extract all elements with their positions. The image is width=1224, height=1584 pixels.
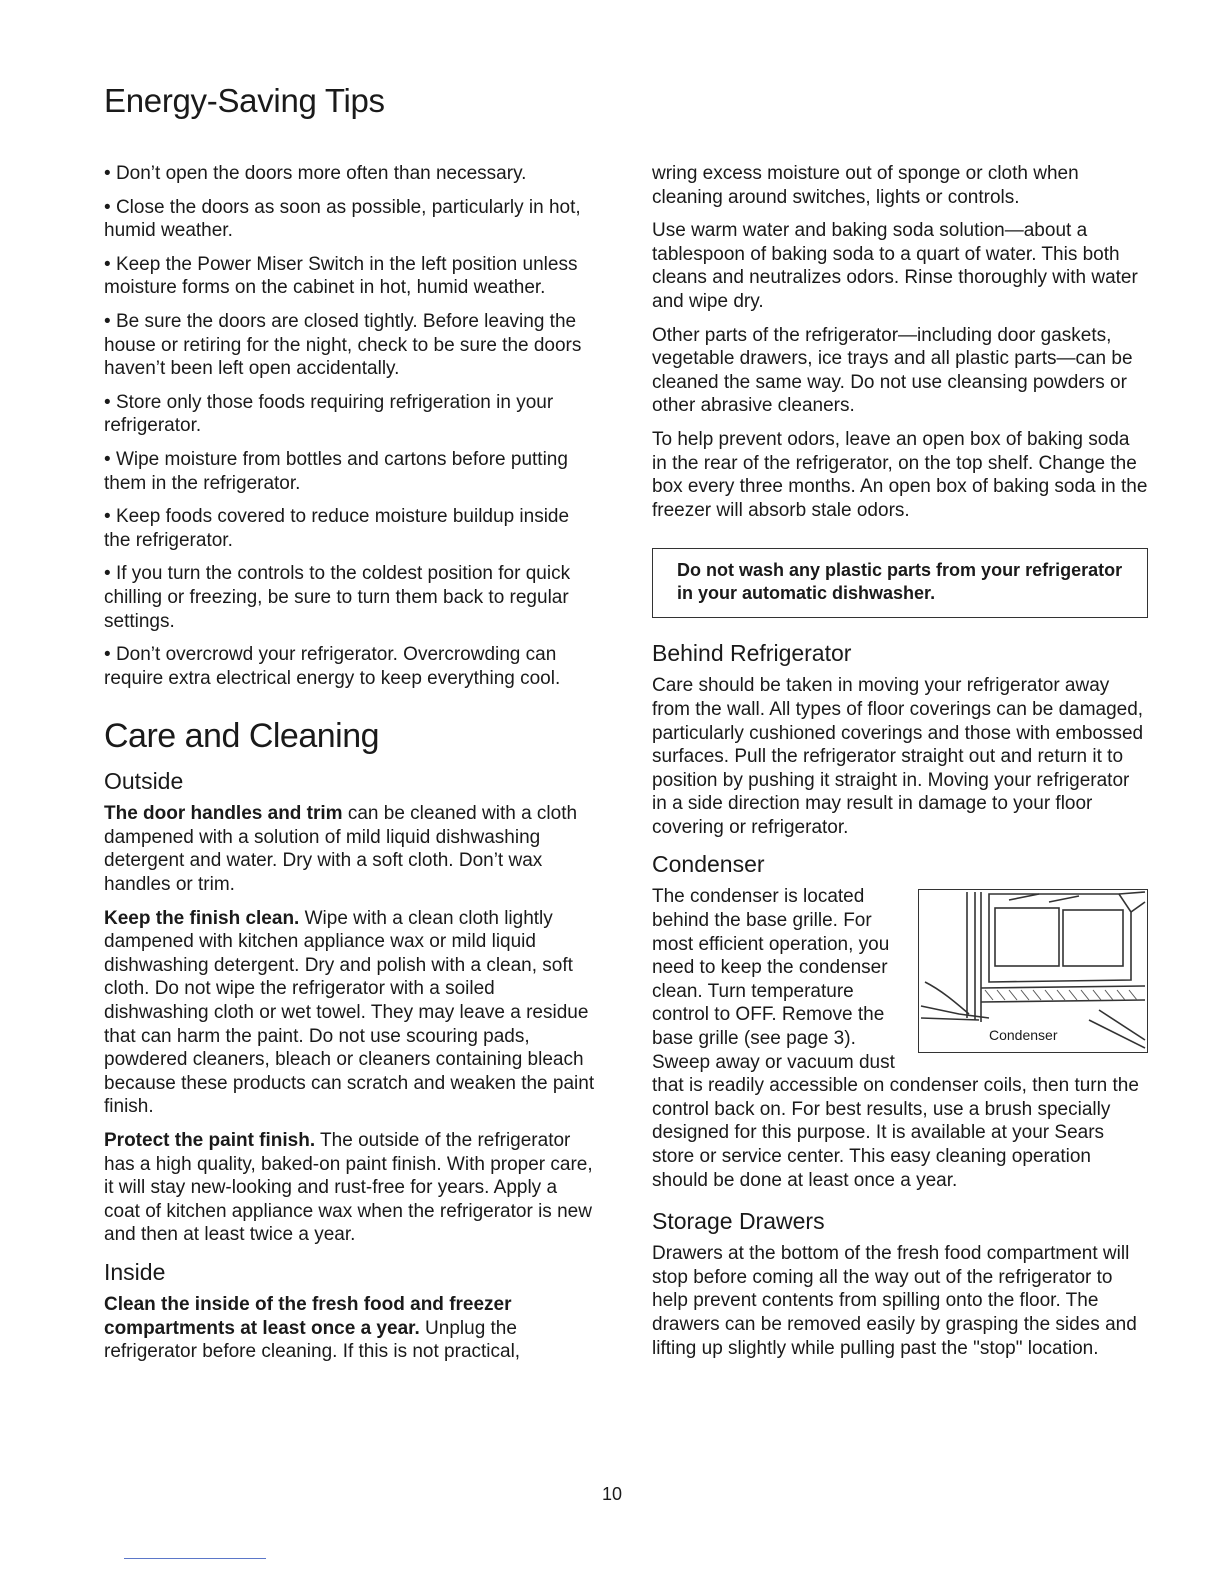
inside-paragraph: wring excess moisture out of sponge or cloth when cleaning around switches, lights or controls. — [652, 163, 1079, 208]
care-cleaning-heading: Care and Cleaning — [104, 717, 380, 756]
tip-item: • Don’t open the doors more often than necessary. — [104, 162, 596, 186]
inside-paragraph: To help prevent odors, leave an open box of baking soda in the rear of the refrigerator, on the top shelf. Change the box every three months. An open box of baking soda in the freezer will absorb stale odors. — [652, 428, 1148, 521]
body-text: can be cleaned with a cloth dampened with a solution of mild liquid dishwashing detergent and water. Dry with a soft cloth. Don’t wax handles or trim. — [104, 803, 578, 896]
condenser-paragraph: The condenser is located behind the base grille. For most efficient operation, you need to keep the condenser clean. Turn temperature control to OFF. Remove the base grille (see page 3). Sweep away or vacuum dust that is readily accessible on condenser coils, then turn the control back on. For best results, use a brush specially designed for this purpose. It is available at your Sears store or service center. This easy cleaning operation should be done at least once a year. — [652, 886, 1139, 1191]
condenser-figure-label: Condenser — [989, 1027, 1058, 1044]
condenser-illustration — [918, 889, 1148, 1053]
outside-paragraph-finish — [104, 907, 596, 1119]
condenser-heading: Condenser — [652, 851, 765, 878]
right-column — [652, 162, 1148, 1370]
storage-drawers-paragraph: Drawers at the bottom of the fresh food compartment will stop before coming all the way out of the refrigerator to help prevent contents from spilling onto the floor. The drawers can be removed easily by grasping the sides and lifting up slightly while pulling past the "stop" location. — [652, 1243, 1137, 1359]
tip-item: • Keep foods covered to reduce moisture buildup inside the refrigerator. — [104, 505, 596, 552]
inside-heading: Inside — [104, 1258, 166, 1285]
body-text: Wipe with a clean cloth lightly dampened with kitchen appliance wax or mild liquid dishwashing detergent. Dry and polish with a clean, soft cloth. Do not wipe the refrigerator with a soiled dishwashing cloth or wet towel. They may leave a residue that can harm the paint. Do not use scouring pads, powdered cleaners, bleach or cleaners containing bleach because these products can scratch and weaken the paint finish. — [104, 907, 595, 1118]
inside-paragraph-intro — [104, 1293, 596, 1364]
left-column — [104, 162, 596, 1374]
lead-text: The door handles and trim — [104, 803, 343, 825]
behind-refrigerator-heading: Behind Refrigerator — [652, 640, 852, 667]
condenser-section — [652, 885, 1148, 1202]
outside-paragraph-handles — [104, 802, 596, 896]
tip-item: • If you turn the controls to the coldest position for quick chilling or freezing, be sure to turn them back to regular settings. — [104, 562, 596, 633]
body-text: Unplug the refrigerator before cleaning. If this is not practical, — [104, 1317, 521, 1363]
lead-text: Protect the paint finish. — [104, 1130, 316, 1151]
lead-text: Clean the inside of the fresh food and freezer compartments at least once a year. — [104, 1293, 512, 1339]
behind-refrigerator-paragraph: Care should be taken in moving your refrigerator away from the wall. All types of floor coverings can be damaged, particularly cushioned coverings and those with embossed surfaces. Pull the refrigerator straight out and return it to position by pushing it straight in. Moving your refrigerator in a side direction may result in damage to your floor covering or refrigerator. — [652, 675, 1144, 838]
tip-item: • Store only those foods requiring refrigeration in your refrigerator. — [104, 391, 596, 438]
page-title: Energy-Saving Tips — [104, 82, 385, 119]
inside-paragraph: Other parts of the refrigerator—including door gaskets, vegetable drawers, ice trays and all plastic parts—can be cleaned the same way. Do not use cleansing powders or other abrasive cleaners. — [652, 324, 1133, 417]
footer-rule — [124, 1558, 266, 1559]
tip-item: • Close the doors as soon as possible, particularly in hot, humid weather. — [104, 196, 596, 243]
energy-tips-list — [104, 162, 596, 690]
storage-drawers-heading: Storage Drawers — [652, 1208, 825, 1235]
tip-item: • Be sure the doors are closed tightly. Before leaving the house or retiring for the night, check to be sure the doors haven’t been left open accidentally. — [104, 310, 596, 381]
body-text: The outside of the refrigerator has a high quality, baked-on paint finish. With proper care, it will stay new-looking and rust-free for years. Apply a coat of kitchen appliance wax when the refrigerator is new and then at least twice a year. — [104, 1130, 593, 1246]
tip-item: • Wipe moisture from bottles and cartons before putting them in the refrigerator. — [104, 448, 596, 495]
page-number: 10 — [601, 1484, 623, 1504]
outside-heading: Outside — [104, 768, 184, 795]
inside-paragraph: Use warm water and baking soda solution—about a tablespoon of baking soda to a quart of water. This both cleans and neutralizes odors. Rinse thoroughly with water and wipe dry. — [652, 220, 1138, 312]
dishwasher-warning-box: Do not wash any plastic parts from your refrigerator in your automatic dishwasher. — [652, 548, 1148, 618]
outside-paragraph-protect — [104, 1129, 596, 1247]
tip-item: • Don’t overcrowd your refrigerator. Overcrowding can require extra electrical energy to keep everything cool. — [104, 643, 596, 690]
tip-item: • Keep the Power Miser Switch in the left position unless moisture forms on the cabinet in hot, humid weather. — [104, 253, 596, 300]
lead-text: Keep the finish clean. — [104, 907, 300, 929]
